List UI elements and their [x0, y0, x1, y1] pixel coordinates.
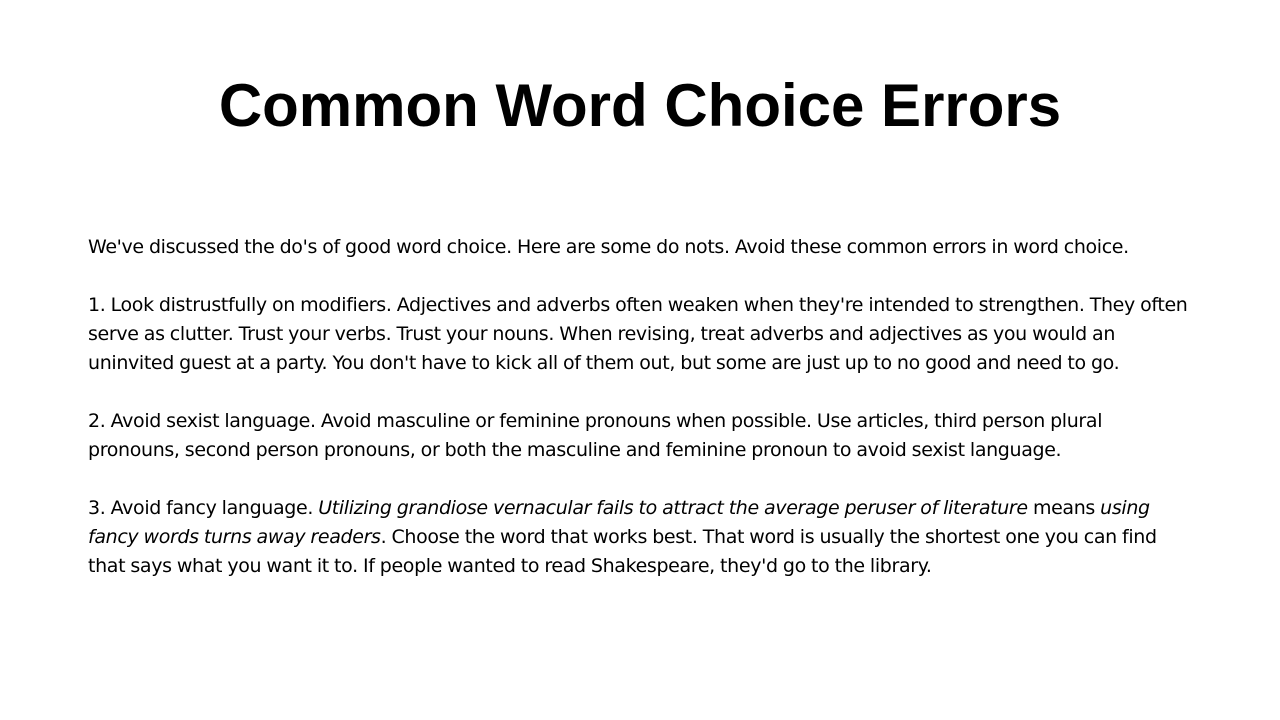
item-modifiers: 1. Look distrustfully on modifiers. Adjectives and adverbs often weaken when they're intended to strengthen. They often serve as clutter. Trust your verbs. Trust your nouns. When revising, treat adverbs and adjectives as you would an uninvited guest at a party. You don't have to kick all of them out, but some are just up to no good and need to go.	[88, 294, 1188, 374]
item-fancy-lead: 3. Avoid fancy language.	[88, 497, 319, 519]
item-sexist-language: 2. Avoid sexist language. Avoid masculine or feminine pronouns when possible. Use articles, third person plural pronouns, second person pronouns, or both the masculine and feminine pronoun to avoid sexist language.	[88, 410, 1103, 461]
slide-title: Common Word Choice Errors	[218, 72, 1062, 139]
fancy-example: Utilizing grandiose vernacular fails to attract the average peruser of literature	[318, 497, 1028, 519]
item-fancy-rest: . Choose the word that works best. That word is usually the shortest one you can find that says what you want it to. If people wanted to read Shakespeare, they'd go to the library.	[88, 526, 1157, 577]
item-fancy-language	[88, 494, 1198, 581]
plain-example: using fancy words turns away readers	[88, 497, 1150, 548]
means-connector: means	[1027, 497, 1101, 519]
intro-paragraph: We've discussed the do's of good word choice. Here are some do nots. Avoid these common errors in word choice.	[88, 236, 1129, 258]
slide-body	[88, 233, 1198, 581]
